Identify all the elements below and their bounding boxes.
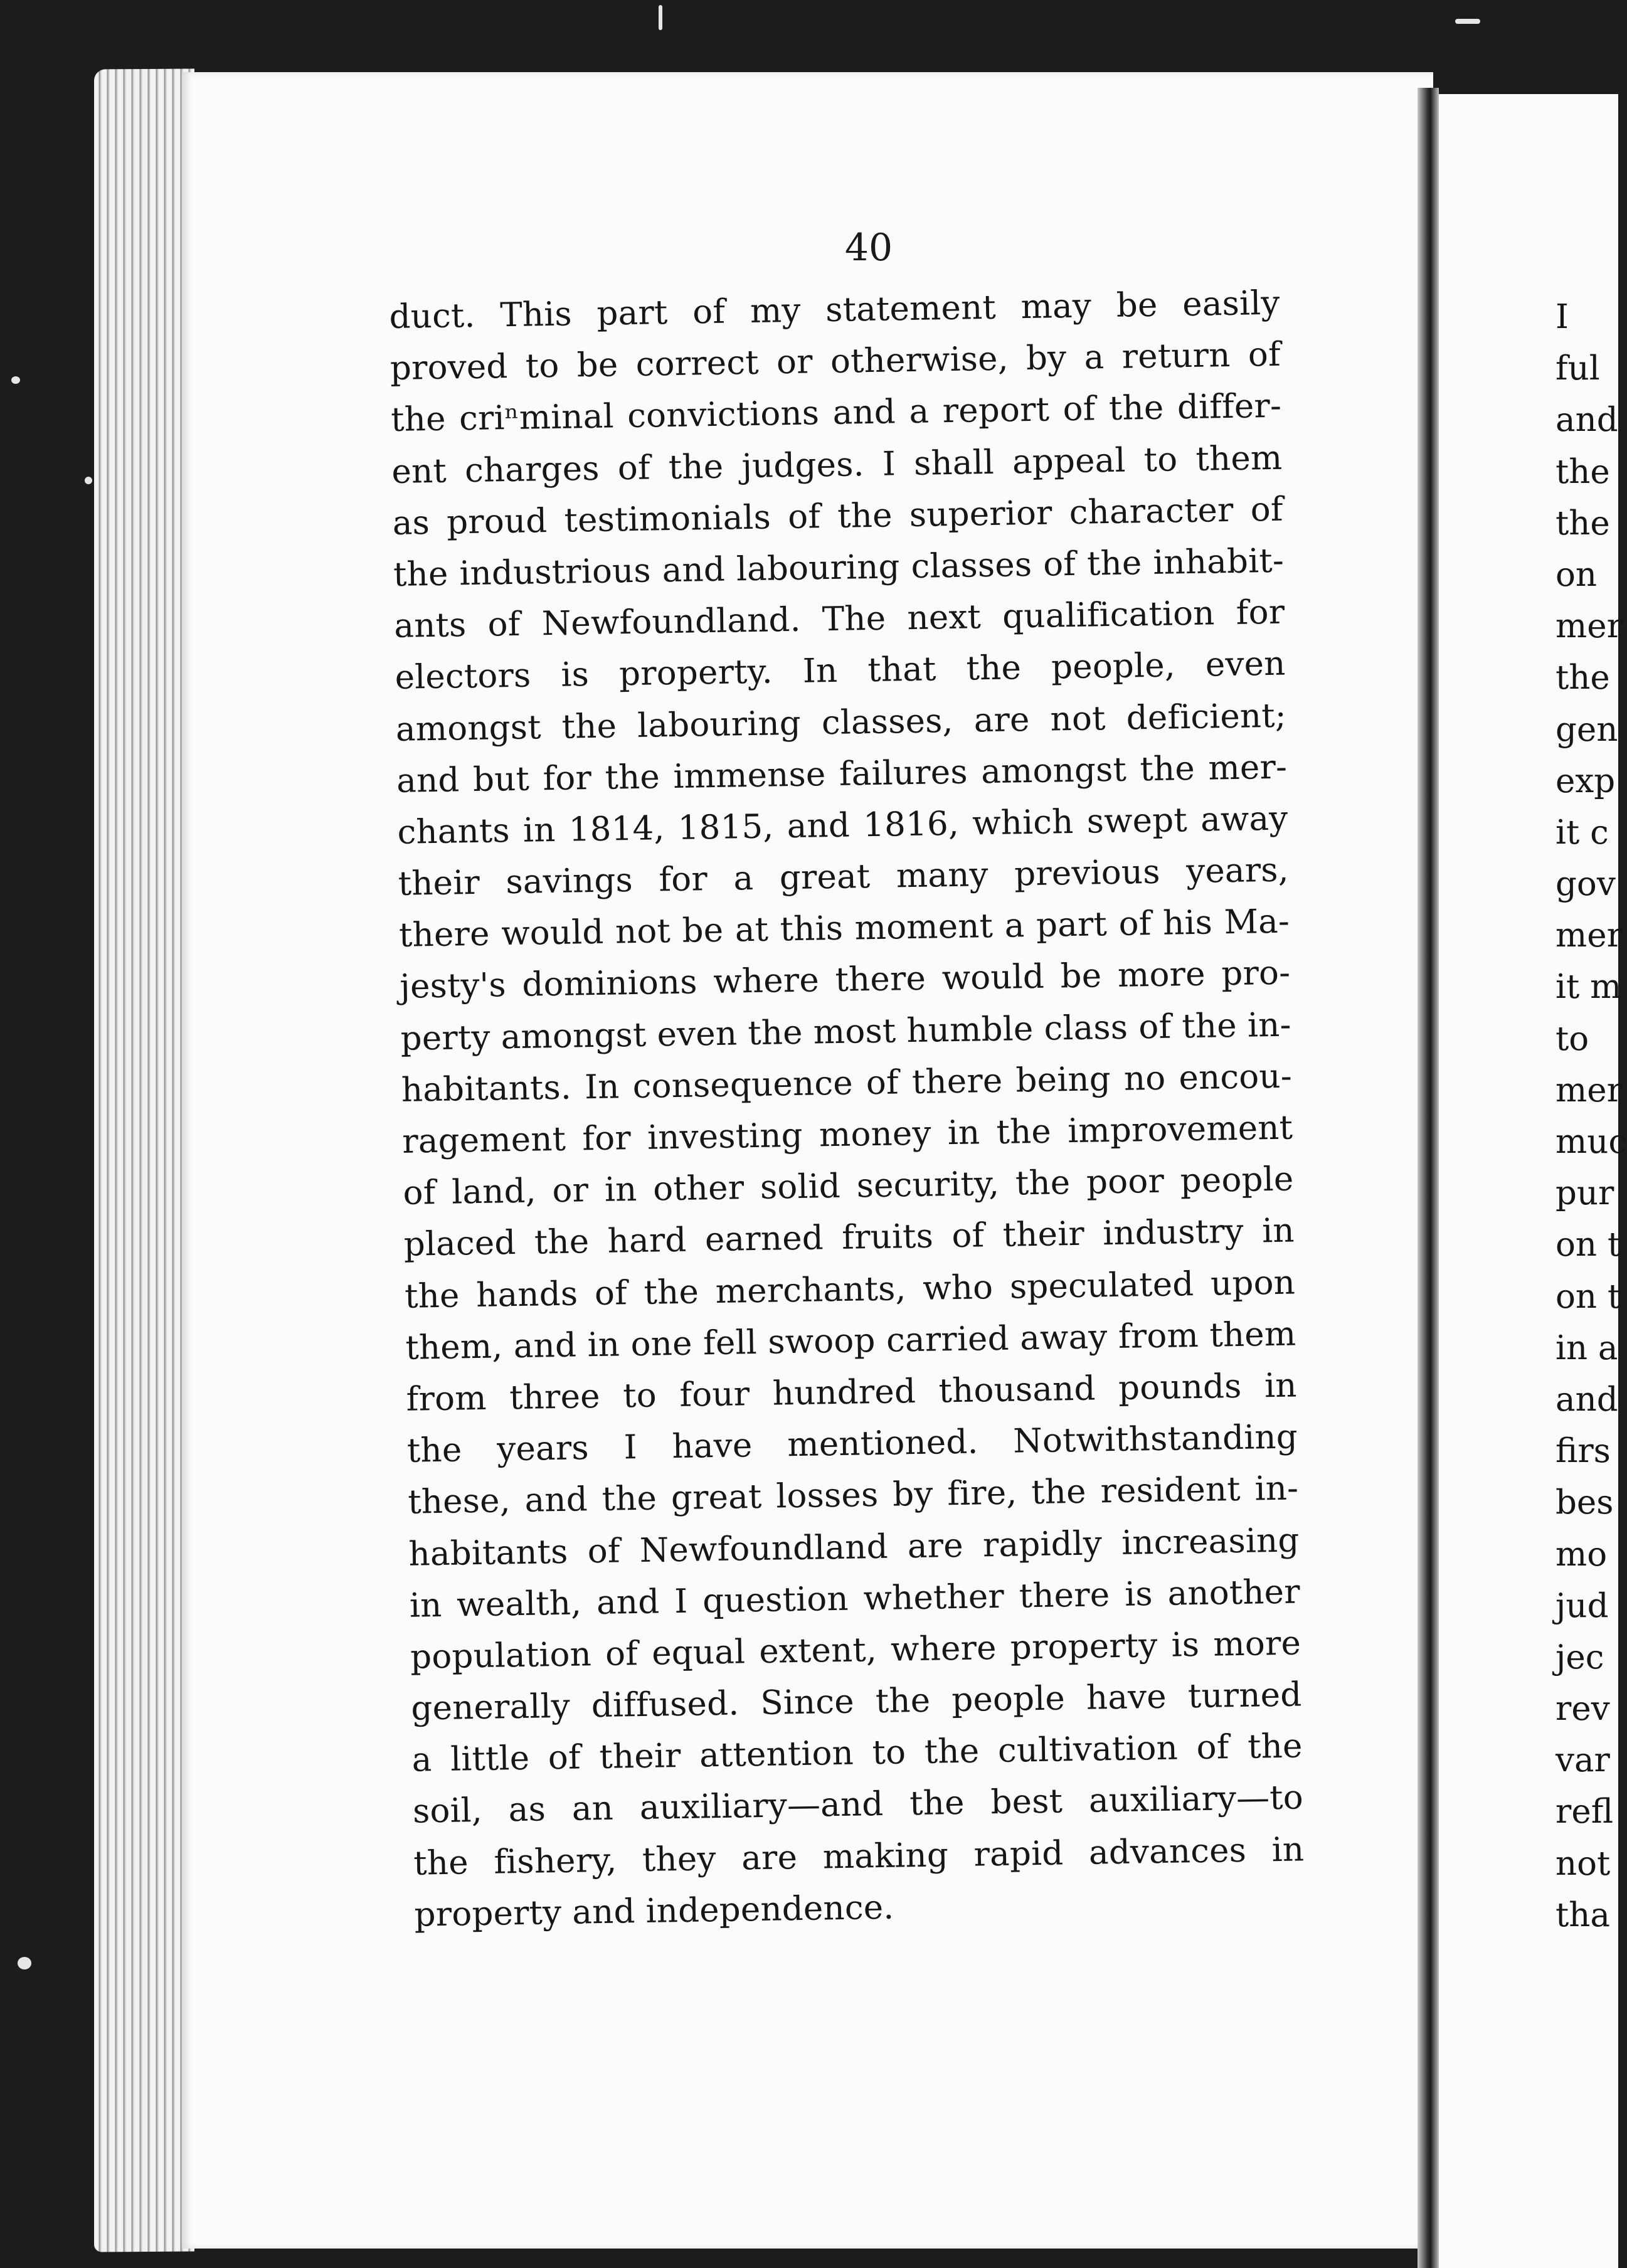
facing-page-fragment: I — [1555, 298, 1569, 336]
facing-page-fragment: not — [1555, 1844, 1611, 1883]
page-number: 40 — [844, 226, 893, 270]
facing-page-fragment: tha — [1555, 1895, 1611, 1934]
facing-page-fragment: firs — [1555, 1432, 1611, 1471]
dust-speck — [85, 477, 92, 484]
facing-page-fragment: var — [1555, 1741, 1610, 1780]
text-line: proved to be correct or otherwise, by a return of — [390, 335, 1281, 388]
facing-page-fragment: and — [1555, 401, 1618, 440]
body-text — [389, 278, 1305, 1941]
facing-page-text — [1555, 292, 1627, 1941]
facing-page-fragment: in a — [1555, 1328, 1618, 1367]
text-line: perty amongst even the most humble class of the in- — [400, 1005, 1292, 1058]
facing-page-fragment: gov — [1555, 865, 1616, 904]
text-line: population of equal extent, where property is more — [410, 1624, 1301, 1677]
facing-page-fragment: ful — [1555, 349, 1600, 388]
text-line: duct. This part of my statement may be easily — [389, 284, 1280, 336]
book-gutter — [1418, 88, 1439, 2268]
facing-page-fragment: mer — [1555, 607, 1623, 646]
text-line: the criⁿminal convictions and a report of the differ- — [390, 387, 1282, 440]
text-line: the years I have mentioned. Notwithstanding — [406, 1417, 1298, 1470]
facing-page-fragment: the — [1555, 659, 1610, 697]
facing-page-fragment: mo — [1555, 1535, 1608, 1574]
text-line: and but for the immense failures amongst the mer- — [396, 748, 1288, 800]
facing-page-fragment: it c — [1555, 813, 1609, 852]
facing-page-fragment: rev — [1555, 1690, 1610, 1729]
text-line-last: property and independence. — [414, 1888, 894, 1934]
text-line: the industrious and labouring classes of the inhabit- — [393, 541, 1285, 594]
facing-page-fragment: exp — [1555, 761, 1616, 800]
text-line: their savings for a great many previous years, — [398, 850, 1290, 903]
facing-page-fragment: mer — [1555, 1071, 1623, 1110]
facing-page-fragment: on t — [1555, 1277, 1621, 1316]
text-line: as proud testimonials of the superior character of — [392, 490, 1284, 543]
facing-page-fragment: on t — [1555, 1226, 1621, 1264]
text-line: the hands of the merchants, who speculated upon — [404, 1263, 1296, 1316]
text-line: of land, or in other solid security, the poor people — [403, 1160, 1294, 1213]
facing-page-fragment: muc — [1555, 1123, 1627, 1161]
text-line: chants in 1814, 1815, and 1816, which swept away — [397, 799, 1288, 852]
text-line: habitants of Newfoundland are rapidly increasing — [408, 1520, 1300, 1574]
facing-page-fragment: it m — [1555, 968, 1622, 1007]
facing-page-fragment: jec — [1555, 1638, 1604, 1677]
text-line: jesty's dominions where there would be more pro- — [399, 954, 1291, 1007]
text-line: soil, as an auxiliary—and the best auxiliary—to — [412, 1778, 1304, 1831]
facing-page-fragment: bes — [1555, 1483, 1614, 1522]
facing-page-fragment: gen — [1555, 710, 1618, 749]
facing-page-fragment: mer — [1555, 916, 1623, 955]
facing-page-fragment: pur — [1555, 1174, 1614, 1213]
dust-speck — [11, 376, 20, 384]
dust-speck — [18, 1957, 31, 1969]
text-line: placed the hard earned fruits of their industry in — [403, 1211, 1295, 1264]
facing-page-fragment: and — [1555, 1380, 1618, 1419]
facing-page-fragment: to — [1555, 1019, 1589, 1058]
text-line: a little of their attention to the cultivation of the — [411, 1727, 1303, 1779]
facing-page-fragment: on — [1555, 555, 1598, 594]
facing-page-fragment: jud — [1555, 1586, 1609, 1625]
page-stack-edges — [94, 68, 194, 2252]
dust-speck — [659, 5, 662, 30]
text-line: these, and the great losses by fire, the resident in- — [407, 1469, 1299, 1522]
facing-page-fragment: the — [1555, 504, 1610, 543]
text-line: amongst the labouring classes, are not deficient; — [395, 696, 1287, 749]
text-line: ants of Newfoundland. The next qualification for — [393, 593, 1285, 646]
text-line: ent charges of the judges. I shall appeal to them — [391, 438, 1283, 491]
text-line: ragement for investing money in the improvement — [401, 1108, 1293, 1161]
text-line: electors is property. In that the people, even — [395, 644, 1286, 697]
text-line: in wealth, and I question whether there is another — [409, 1572, 1301, 1625]
facing-page-fragment: refl — [1555, 1793, 1614, 1831]
text-line: there would not be at this moment a part of his Ma- — [398, 902, 1290, 955]
text-line: them, and in one fell swoop carried away from them — [405, 1315, 1296, 1367]
dust-speck — [1455, 19, 1480, 24]
text-line: the fishery, they are making rapid advances in — [413, 1830, 1305, 1883]
text-line: habitants. In consequence of there being no encou- — [401, 1057, 1293, 1110]
text-line: generally diffused. Since the people have turned — [411, 1675, 1302, 1728]
text-line: from three to four hundred thousand pounds in — [406, 1366, 1298, 1419]
facing-page-fragment: the — [1555, 452, 1610, 491]
